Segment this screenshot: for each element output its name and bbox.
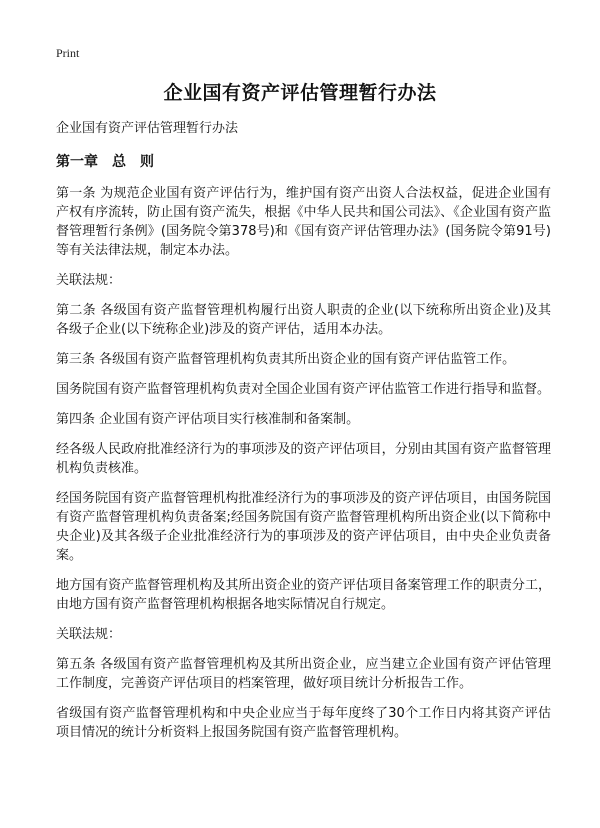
article-5-clause-2: 省级国有资产监督管理机构和中央企业应当于每年度终了30个工作日内将其资产评估项目情况的统计分析资料上报国务院国有资产监督管理机构。: [56, 706, 551, 740]
article-1: 第一条 为规范企业国有资产评估行为，维护国有资产出资人合法权益，促进企业国有产权有序流转，防止国有资产流失，根据《中华人民共和国公司法》、《企业国有资产监督管理暂行条例》(国务院令第378号)和《国有资产评估管理办法》(国务院令第91号)等有关法律法规，制定本办法。: [56, 186, 551, 258]
article-3: 第三条 各级国有资产监督管理机构负责其所出资企业的国有资产评估监管工作。: [56, 352, 516, 367]
document-body: [56, 120, 551, 752]
article-4: 第四条 企业国有资产评估项目实行核准制和备案制。: [56, 412, 360, 427]
article-4-clause-4: 地方国有资产监督管理机构及其所出资企业的资产评估项目备案管理工作的职责分工，由地方国有资产监督管理机构根据各地实际情况自行规定。: [56, 578, 551, 612]
related-laws-label[interactable]: 关联法规：: [56, 627, 122, 642]
chapter-heading: 第一章 总 则: [56, 154, 154, 170]
document-title: 企业国有资产评估管理暂行办法: [163, 82, 437, 104]
article-5: 第五条 各级国有资产监督管理机构及其所出资企业，应当建立企业国有资产评估管理工作制度，完善资产评估项目的档案管理，做好项目统计分析报告工作。: [56, 657, 551, 691]
document-subtitle: 企业国有资产评估管理暂行办法: [56, 121, 239, 136]
related-laws-label[interactable]: 关联法规：: [56, 273, 122, 288]
article-4-clause-2: 经各级人民政府批准经济行为的事项涉及的资产评估项目，分别由其国有资产监督管理机构负责核准。: [56, 442, 551, 476]
article-2: 第二条 各级国有资产监督管理机构履行出资人职责的企业(以下统称所出资企业)及其各级子企业(以下统称企业)涉及的资产评估，适用本办法。: [56, 303, 551, 337]
print-link[interactable]: Print: [56, 46, 80, 60]
article-3-clause-2: 国务院国有资产监督管理机构负责对全国企业国有资产评估监管工作进行指导和监督。: [56, 382, 551, 397]
article-4-clause-3: 经国务院国有资产监督管理机构批准经济行为的事项涉及的资产评估项目，由国务院国有资产监督管理机构负责备案;经国务院国有资产监督管理机构所出资企业(以下简称中央企业)及其各级子企业批准经济行为的事项涉及的资产评估项目，由中央企业负责备案。: [56, 491, 551, 563]
